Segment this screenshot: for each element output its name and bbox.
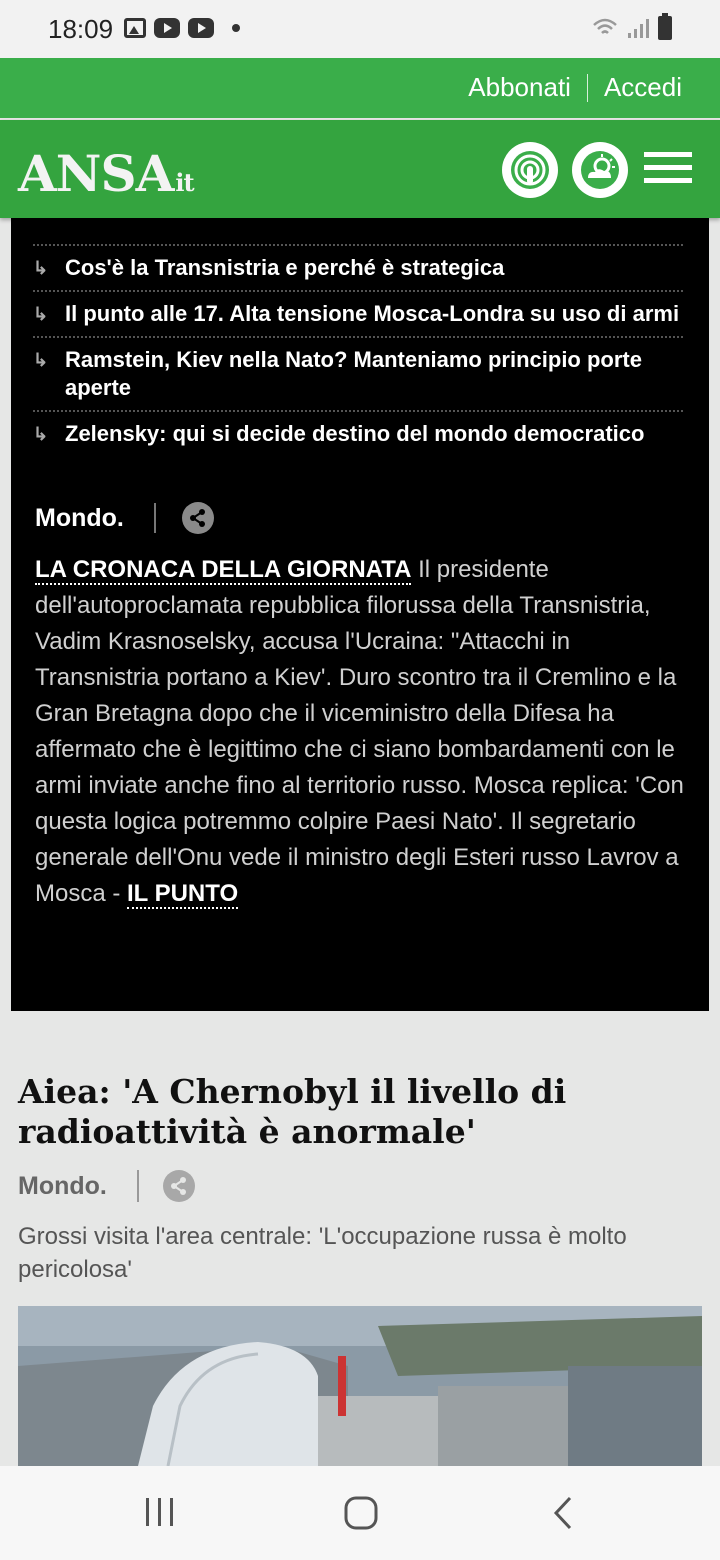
back-icon[interactable] xyxy=(552,1496,574,1530)
divider xyxy=(587,74,588,102)
article-meta xyxy=(18,1170,195,1202)
menu-icon[interactable] xyxy=(644,152,692,186)
list-item[interactable]: ↳ Ramstein, Kiev nella Nato? Manteniamo principio porte aperte xyxy=(33,336,683,410)
divider xyxy=(154,503,156,533)
list-item[interactable]: ↳ Il punto alle 17. Alta tensione Mosca-Londra su uso di armi xyxy=(33,290,683,336)
article-subtitle: Grossi visita l'area centrale: 'L'occupazione russa è molto pericolosa' xyxy=(18,1223,627,1283)
featured-text xyxy=(35,552,695,912)
arrow-icon: ↳ xyxy=(33,350,49,370)
system-nav-bar xyxy=(0,1466,720,1560)
list-item[interactable]: ↳ Zelensky: qui si decide destino del mondo democratico xyxy=(33,410,683,456)
gallery-notification-icon xyxy=(124,18,146,38)
section-link[interactable]: Mondo. xyxy=(18,1171,107,1200)
featured-meta xyxy=(35,502,214,534)
status-time: 18:09 xyxy=(48,14,114,44)
ansa-logo[interactable]: ANSAit xyxy=(18,144,194,203)
weather-icon[interactable] xyxy=(572,142,628,198)
more-notifications-icon xyxy=(232,24,240,32)
youtube-notification-icon xyxy=(154,18,180,38)
youtube-notification-icon xyxy=(188,18,214,38)
status-bar xyxy=(0,0,720,58)
login-link[interactable]: Accedi xyxy=(603,72,682,102)
more-link[interactable]: IL PUNTO xyxy=(127,880,239,907)
share-icon[interactable] xyxy=(182,502,214,534)
lead-link[interactable]: LA CRONACA DELLA GIORNATA xyxy=(35,556,412,583)
related-links-list xyxy=(33,244,683,456)
article-title[interactable]: Aiea: 'A Chernobyl il livello di radioattività è anormale' xyxy=(18,1072,567,1151)
wifi-icon xyxy=(592,17,618,39)
divider xyxy=(137,1170,139,1202)
featured-block xyxy=(11,218,709,1011)
subscribe-link[interactable]: Abbonati xyxy=(468,72,571,102)
site-header xyxy=(0,120,720,218)
article-image[interactable] xyxy=(18,1306,702,1466)
arrow-icon: ↳ xyxy=(33,304,49,324)
arrow-icon: ↳ xyxy=(33,258,49,278)
account-bar xyxy=(0,58,720,118)
section-link[interactable]: Mondo. xyxy=(35,503,124,532)
battery-icon xyxy=(658,16,672,40)
arrow-icon: ↳ xyxy=(33,424,49,444)
share-icon[interactable] xyxy=(163,1170,195,1202)
signal-icon xyxy=(626,17,650,39)
featured-body: Il presidente dell'autoproclamata repubblica filorussa della Transnistria, Vadim Krasnoselsky, accusa l'Ucraina: "Attacchi in Transnistria portano a Kiev'. Duro scontro tra il Cremlino e la Gran Bretagna dopo che il viceministro della Difesa ha affermato che è legittimo che ci siano bombardamenti con le armi inviate anche fino al territorio russo. Mosca replica: 'Con questa logica potremmo colpire Paesi Nato'. Il segretario generale dell'Onu vede il ministro degli Esteri russo Lavrov a Mosca - xyxy=(35,556,684,907)
list-item[interactable]: ↳ Cos'è la Transnistria e perché è strategica xyxy=(33,244,683,290)
podcast-icon[interactable] xyxy=(502,142,558,198)
recent-apps-icon[interactable] xyxy=(144,1496,176,1530)
home-icon[interactable] xyxy=(344,1496,378,1530)
